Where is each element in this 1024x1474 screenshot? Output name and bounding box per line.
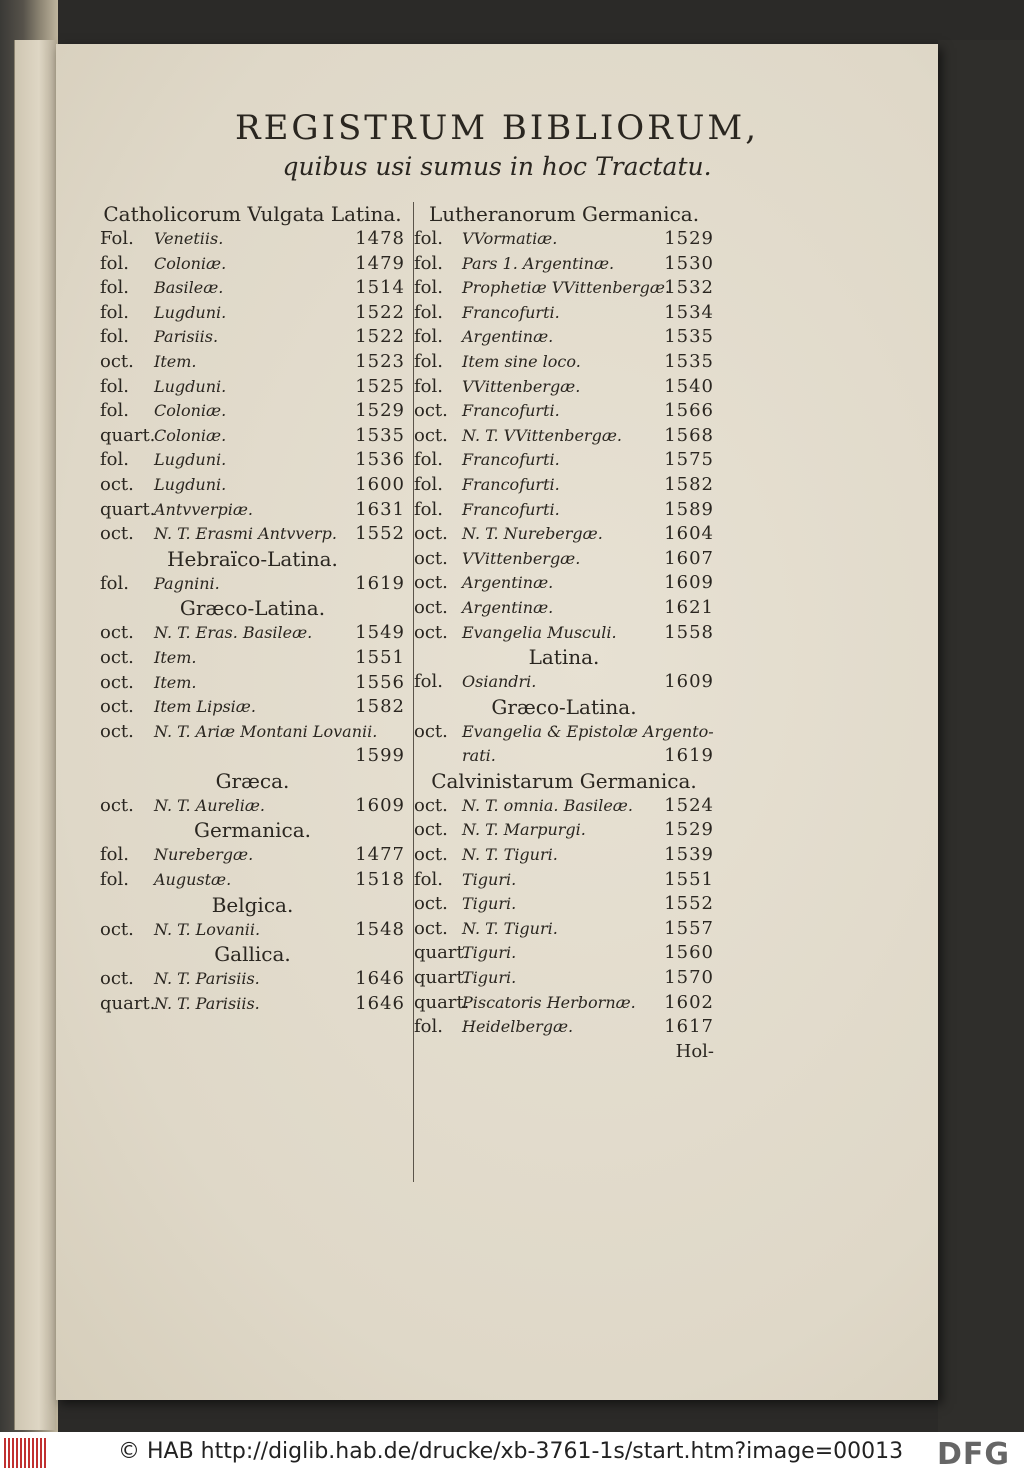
entry-place: Coloniæ. — [154, 401, 227, 421]
entry-year: 1609 — [664, 572, 714, 594]
entry-year: 1602 — [664, 991, 714, 1013]
entry-year: 1535 — [664, 350, 714, 372]
entry-place: Francofurti. — [462, 474, 560, 494]
register-entry — [414, 424, 714, 449]
entry-place: Francofurti. — [462, 401, 560, 421]
entry-year: 1557 — [664, 917, 714, 939]
entry-format: fol. — [100, 326, 129, 348]
register-entry — [100, 720, 405, 745]
entry-format: oct. — [100, 794, 134, 816]
entry-format: fol. — [100, 375, 129, 397]
entry-year: 1534 — [664, 301, 714, 323]
entry-place: Argentinæ. — [462, 327, 554, 347]
entry-format: quart. — [414, 967, 470, 989]
entry-year: 1536 — [355, 449, 405, 471]
entry-place: Lugduni. — [154, 450, 227, 470]
entry-place: Item. — [154, 672, 197, 692]
register-entry — [414, 794, 714, 819]
register-entry — [100, 522, 405, 547]
section-heading: Græco-Latina. — [491, 694, 637, 719]
register-entry — [414, 448, 714, 473]
entry-year: 1518 — [355, 869, 405, 891]
entry-place: N. T. Tiguri. — [462, 845, 558, 865]
entry-place: N. T. Ariæ Montani Lovanii. — [154, 721, 378, 741]
entry-year: 1619 — [355, 572, 405, 594]
entry-place: Lugduni. — [154, 376, 227, 396]
entry-year: 1556 — [355, 671, 405, 693]
entry-format: fol. — [100, 449, 129, 471]
register-entry — [100, 744, 405, 769]
entry-year: 1551 — [355, 646, 405, 668]
entry-format: fol. — [414, 350, 443, 372]
entry-format: oct. — [100, 720, 134, 742]
entry-format: oct. — [414, 794, 448, 816]
entry-place: VVormatiæ. — [462, 229, 558, 248]
entry-place: Antvverpiæ. — [154, 499, 253, 519]
entry-place: N. T. Eras. Basileæ. — [154, 623, 313, 643]
register-entry — [100, 252, 405, 277]
entry-place: Francofurti. — [462, 499, 560, 519]
entry-year: 1539 — [664, 844, 714, 866]
register-entry — [414, 892, 714, 917]
entry-year: 1560 — [664, 942, 714, 964]
entry-year: 1621 — [664, 596, 714, 618]
entry-format: oct. — [414, 424, 448, 446]
catchword: Hol- — [675, 1040, 714, 1062]
entry-format: fol. — [100, 844, 129, 866]
entry-place: N. T. Parisiis. — [154, 993, 260, 1013]
entry-place: VVittenbergæ. — [462, 376, 581, 396]
entry-format: fol. — [414, 498, 443, 520]
entry-place: N. T. Parisiis. — [154, 969, 260, 989]
page-title: REGISTRUM BIBLIORUM, — [234, 108, 759, 148]
entry-format: fol. — [414, 326, 443, 348]
entry-year: 1575 — [664, 449, 714, 471]
register-entry — [414, 571, 714, 596]
viewer-footer — [0, 1432, 1024, 1474]
entry-place: Venetiis. — [154, 229, 224, 248]
register-entry — [100, 276, 405, 301]
register-entry — [414, 941, 714, 966]
section-heading: Græco-Latina. — [179, 596, 326, 621]
section-heading: Lutheranorum Germanica. — [428, 202, 700, 226]
register-entry — [414, 991, 714, 1016]
right-column — [414, 202, 714, 1064]
entry-format: fol. — [100, 301, 129, 323]
entry-place: N. T. Marpurgi. — [462, 820, 586, 840]
register-entry — [100, 794, 405, 819]
entry-year: 1525 — [355, 375, 405, 397]
entry-year: 1549 — [355, 622, 405, 644]
entry-format: fol. — [414, 671, 443, 693]
entry-format: quart. — [100, 424, 156, 446]
entry-place: Item Lipsiæ. — [154, 697, 256, 717]
section-heading: Calvinistarum Germanica. — [431, 768, 697, 793]
entry-year: 1604 — [664, 523, 714, 545]
entry-format: fol. — [414, 228, 443, 249]
entry-place: rati. — [462, 746, 496, 766]
entry-year: 1530 — [664, 252, 714, 274]
entry-year: 1646 — [355, 992, 405, 1014]
dfg-logo: DFG — [936, 1437, 1010, 1472]
register-entry — [414, 227, 714, 252]
register-entry — [100, 918, 405, 943]
left-column — [100, 202, 405, 1016]
entry-format: oct. — [414, 819, 448, 841]
entry-format: quart. — [100, 498, 156, 520]
entry-place: Lugduni. — [154, 474, 227, 494]
entry-format: Fol. — [100, 228, 134, 249]
register-entry — [414, 547, 714, 572]
entry-year: 1477 — [355, 844, 405, 866]
entry-place: N. T. Erasmi Antvverp. — [154, 524, 337, 544]
book-page — [56, 44, 938, 1400]
entry-format: oct. — [414, 893, 448, 915]
entry-year: 1607 — [664, 547, 714, 569]
register-entry — [100, 473, 405, 498]
entry-format: oct. — [100, 696, 134, 718]
register-entry — [100, 227, 405, 252]
previous-page-edge — [14, 40, 55, 1430]
entry-format: oct. — [100, 473, 134, 495]
entry-format: fol. — [100, 572, 129, 594]
entry-year: 1600 — [355, 473, 405, 495]
entry-format: quart. — [414, 942, 470, 964]
section-heading: Gallica. — [214, 942, 291, 967]
entry-place: Tiguri. — [462, 894, 517, 914]
register-entry — [414, 325, 714, 350]
register-entry — [414, 843, 714, 868]
entry-format: quart. — [100, 992, 156, 1014]
entry-format: oct. — [414, 547, 448, 569]
entry-place: N. T. VVittenbergæ. — [462, 425, 622, 445]
entry-year: 1631 — [355, 498, 405, 520]
register-entry — [414, 375, 714, 400]
entry-place: Heidelbergæ. — [462, 1017, 574, 1037]
entry-format: oct. — [414, 572, 448, 594]
entry-place: Francofurti. — [462, 450, 560, 470]
register-entry — [414, 498, 714, 523]
entry-place: Tiguri. — [462, 943, 517, 963]
entry-format: fol. — [414, 375, 443, 397]
entry-place: Pars 1. Argentinæ. — [462, 253, 615, 273]
entry-place: Prophetiæ VVittenbergæ. — [462, 278, 671, 298]
entry-place: N. T. Lovanii. — [154, 919, 261, 939]
register-entry — [100, 399, 405, 424]
entry-year: 1599 — [355, 745, 405, 767]
entry-format: oct. — [414, 720, 448, 742]
entry-format: fol. — [414, 868, 443, 890]
register-entry — [414, 818, 714, 843]
register-entry — [100, 448, 405, 473]
entry-format: oct. — [100, 646, 134, 668]
entry-year: 1609 — [355, 794, 405, 816]
section-heading: Catholicorum Vulgata Latina. — [103, 202, 402, 226]
entry-place: Item sine loco. — [462, 351, 581, 371]
register-entry — [414, 966, 714, 991]
section-heading: Latina. — [528, 645, 600, 670]
entry-year: 1514 — [355, 277, 405, 299]
page-subtitle: quibus usi sumus in hoc Tractatu. — [282, 152, 712, 181]
register-entry — [414, 473, 714, 498]
entry-year: 1529 — [355, 400, 405, 422]
register-entry — [100, 498, 405, 523]
entry-year: 1529 — [664, 819, 714, 841]
entry-place: Argentinæ. — [462, 573, 554, 593]
entry-format: fol. — [414, 1016, 443, 1038]
register-entry — [100, 424, 405, 449]
entry-place: Evangelia Musculi. — [462, 622, 617, 642]
entry-format: quart. — [414, 991, 470, 1013]
register-entry — [100, 301, 405, 326]
entry-place: Item. — [154, 351, 197, 371]
entry-format: oct. — [100, 671, 134, 693]
entry-year: 1535 — [664, 326, 714, 348]
section-heading: Germanica. — [193, 818, 312, 843]
entry-place: N. T. Nurebergæ. — [462, 524, 603, 544]
register-entry — [414, 621, 714, 646]
entry-year: 1479 — [355, 252, 405, 274]
entry-place: Francofurti. — [462, 302, 560, 322]
entry-format: oct. — [414, 523, 448, 545]
entry-format: fol. — [414, 252, 443, 274]
entry-place: N. T. Aureliæ. — [154, 795, 265, 815]
entry-year: 1522 — [355, 326, 405, 348]
entry-place: Coloniæ. — [154, 253, 227, 273]
entry-place: Evangelia & Epistolæ Argento- — [462, 721, 714, 741]
register-entry — [100, 325, 405, 350]
entry-year: 1646 — [355, 968, 405, 990]
entry-format: fol. — [100, 252, 129, 274]
entry-place: N. T. omnia. Basileæ. — [462, 795, 633, 815]
entry-place: Piscatoris Herbornæ. — [462, 992, 636, 1012]
register-entry — [100, 375, 405, 400]
register-entry — [414, 917, 714, 942]
entry-place: Parisiis. — [154, 327, 219, 347]
entry-format: oct. — [414, 596, 448, 618]
register-entry — [414, 522, 714, 547]
entry-year: 1478 — [355, 228, 405, 249]
entry-year: 1523 — [355, 350, 405, 372]
register-entry — [414, 301, 714, 326]
entry-place: Pagnini. — [154, 573, 220, 593]
entry-year: 1551 — [664, 868, 714, 890]
register-entry — [100, 695, 405, 720]
entry-year: 1524 — [664, 794, 714, 816]
entry-year: 1566 — [664, 400, 714, 422]
register-entry — [100, 621, 405, 646]
entry-year: 1540 — [664, 375, 714, 397]
entry-year: 1617 — [664, 1016, 714, 1038]
entry-year: 1558 — [664, 621, 714, 643]
entry-year: 1568 — [664, 424, 714, 446]
entry-year: 1535 — [355, 424, 405, 446]
entry-format: oct. — [414, 844, 448, 866]
register-entry — [100, 350, 405, 375]
register-entry — [414, 399, 714, 424]
entry-year: 1570 — [664, 967, 714, 989]
entry-format: fol. — [100, 869, 129, 891]
copyright-link[interactable]: © HAB http://diglib.hab.de/drucke/xb-3761-1s/start.htm?image=00013 — [118, 1439, 904, 1464]
register-entry — [414, 276, 714, 301]
entry-year: 1552 — [355, 523, 405, 545]
entry-place: Osiandri. — [462, 672, 537, 692]
register-entry — [100, 646, 405, 671]
entry-format: fol. — [100, 400, 129, 422]
entry-place: VVittenbergæ. — [462, 548, 581, 568]
entry-year: 1609 — [664, 671, 714, 693]
register-entry — [100, 868, 405, 893]
entry-place: Nurebergæ. — [154, 845, 254, 865]
register-entry — [414, 744, 714, 769]
entry-year: 1589 — [664, 498, 714, 520]
entry-format: fol. — [414, 473, 443, 495]
entry-format: fol. — [100, 277, 129, 299]
entry-year: 1532 — [664, 277, 714, 299]
section-heading: Græca. — [215, 768, 290, 793]
register-entry — [100, 992, 405, 1017]
register-entry — [414, 1015, 714, 1040]
register-entry — [414, 350, 714, 375]
register-entry — [100, 572, 405, 597]
entry-year: 1582 — [355, 696, 405, 718]
book-spine — [0, 0, 58, 1432]
entry-format: oct. — [414, 621, 448, 643]
entry-format: fol. — [414, 449, 443, 471]
entry-format: oct. — [100, 523, 134, 545]
register-entry — [100, 671, 405, 696]
entry-place: Coloniæ. — [154, 425, 227, 445]
entry-format: oct. — [100, 968, 134, 990]
entry-year: 1619 — [664, 745, 714, 767]
entry-place: Argentinæ. — [462, 597, 554, 617]
entry-format: oct. — [414, 917, 448, 939]
entry-format: oct. — [100, 918, 134, 940]
entry-year: 1522 — [355, 301, 405, 323]
entry-format: oct. — [100, 622, 134, 644]
entry-place: Tiguri. — [462, 968, 517, 988]
register-entry — [414, 596, 714, 621]
register-entry — [100, 967, 405, 992]
scan-background — [938, 40, 1024, 1432]
register-entry — [414, 252, 714, 277]
register-entry — [414, 720, 714, 745]
section-heading: Hebraïco-Latina. — [167, 546, 338, 571]
entry-place: Basileæ. — [154, 278, 224, 298]
section-heading: Belgica. — [211, 892, 294, 917]
barcode-icon — [4, 1438, 46, 1468]
entry-place: Lugduni. — [154, 302, 227, 322]
register-entry — [414, 868, 714, 893]
entry-place: Tiguri. — [462, 869, 517, 889]
entry-year: 1552 — [664, 893, 714, 915]
entry-format: fol. — [414, 277, 443, 299]
entry-format: oct. — [100, 350, 134, 372]
entry-year: 1582 — [664, 473, 714, 495]
entry-format: fol. — [414, 301, 443, 323]
entry-place: Augustæ. — [154, 870, 232, 890]
register-entry — [100, 843, 405, 868]
entry-format: oct. — [414, 400, 448, 422]
entry-year: 1529 — [664, 228, 714, 249]
entry-place: Item. — [154, 647, 197, 667]
register-entry — [414, 670, 714, 695]
entry-year: 1548 — [355, 918, 405, 940]
entry-place: N. T. Tiguri. — [462, 918, 558, 938]
